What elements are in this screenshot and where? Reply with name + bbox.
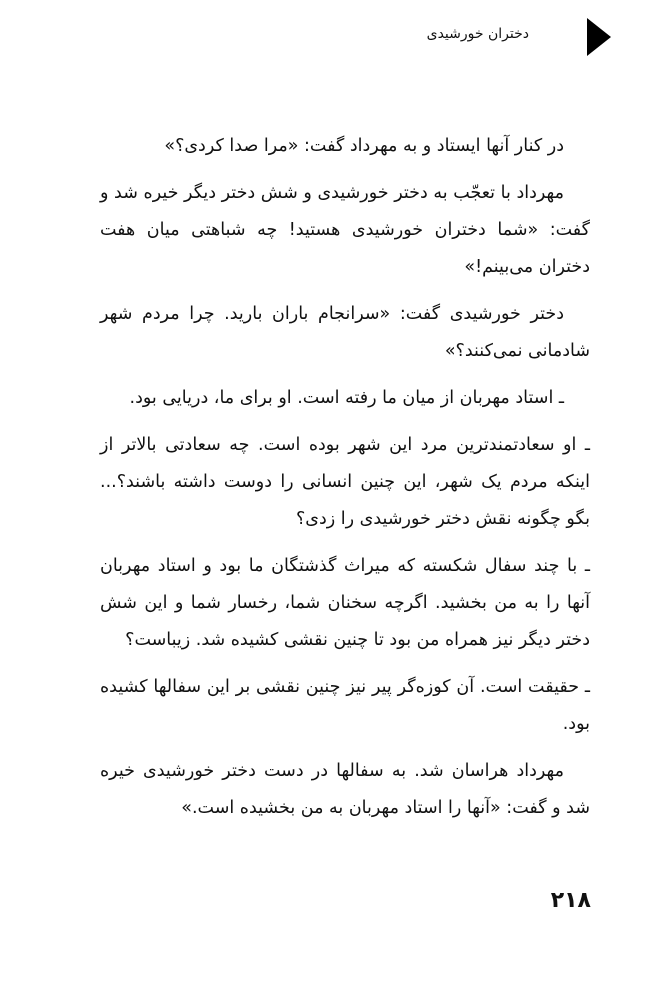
- paragraph: مهرداد هراسان شد. به سفالها در دست دختر خورشیدی خیره شد و گفت: «آنها را استاد مهربان به من بخشیده است.»: [100, 761, 590, 818]
- triangle-marker-icon: [587, 18, 611, 56]
- dialogue-line: ـ با چند سفال شکسته که میراث گذشتگان ما بود و استاد مهربان آنها را به من بخشید. اگرچه سخنان شما، رخسار شما و این شش دختر دیگر نیز همراه من بود تا چنین نقشی کشیده شد. زیباست؟: [100, 556, 590, 650]
- running-header-title: دختران خورشیدی: [426, 26, 529, 42]
- paragraph: دختر خورشیدی گفت: «سرانجام باران بارید. چرا مردم شهر شادمانی نمی‌کنند؟»: [100, 304, 590, 361]
- dialogue-line: ـ حقیقت است. آن کوزه‌گر پیر نیز چنین نقشی بر این سفالها کشیده بود.: [100, 677, 590, 734]
- running-header: [52, 14, 611, 64]
- dialogue-line: ـ او سعادتمندترین مرد این شهر بوده است. چه سعادتی بالاتر از اینکه مردم یک شهر، این چنین انسانی را دوست داشته باشند؟... بگو چگونه نقش دختر خورشیدی را زدی؟: [100, 435, 590, 529]
- dialogue-line: ـ استاد مهربان از میان ما رفته است. او برای ما، دریایی بود.: [129, 388, 564, 408]
- paragraph: مهرداد با تعجّب به دختر خورشیدی و شش دختر دیگر خیره شد و گفت: «شما دختران خورشیدی هستید! چه شباهتی میان هفت دختران می‌بینم!»: [100, 183, 590, 277]
- body-text: [100, 128, 590, 837]
- paragraph: در کنار آنها ایستاد و به مهرداد گفت: «مرا صدا کردی؟»: [164, 136, 564, 156]
- page-number: ۲۱۸: [550, 888, 591, 913]
